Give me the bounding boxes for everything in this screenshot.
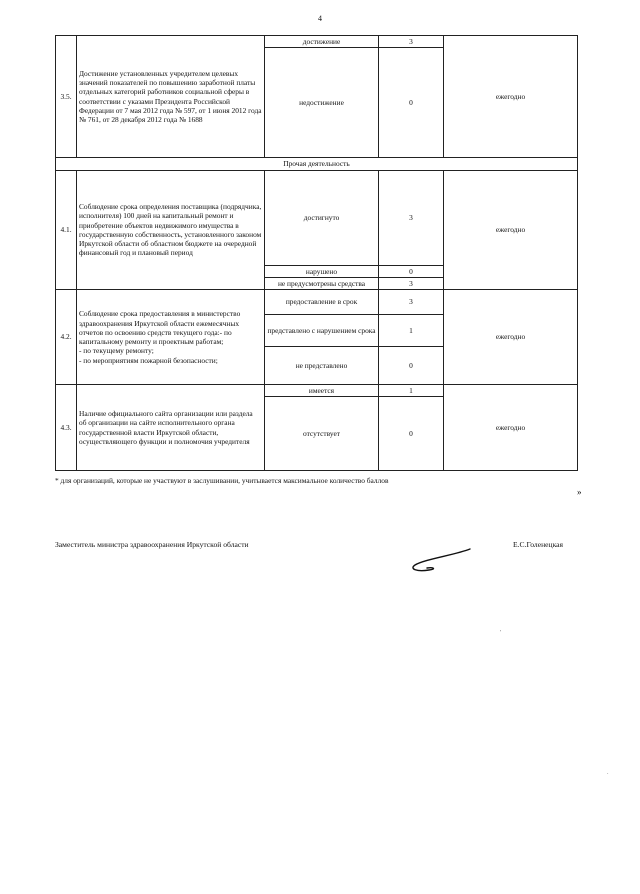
- criterion: не предусмотрены средства: [265, 277, 379, 289]
- criterion: достигнуто: [265, 170, 379, 265]
- periodicity: ежегодно: [444, 385, 578, 471]
- table-row: [56, 385, 578, 397]
- table-row: [56, 36, 578, 48]
- score: 1: [379, 315, 444, 347]
- table-row: [56, 170, 578, 265]
- score: 0: [379, 48, 444, 158]
- criterion: отсутствует: [265, 397, 379, 471]
- page-number: 4: [318, 14, 322, 23]
- scan-speck: ': [500, 630, 502, 636]
- row-number: 4.1.: [56, 170, 77, 290]
- score: 0: [379, 347, 444, 385]
- criterion: имеется: [265, 385, 379, 397]
- handwritten-signature: [405, 545, 485, 575]
- score: 0: [379, 265, 444, 277]
- periodicity: ежегодно: [444, 170, 578, 290]
- row-description: Наличие официального сайта организации или раздела об организации на сайте исполнительного органа государственной власти Иркутской области, осуществляющего функции и полномочия учредителя: [77, 385, 265, 471]
- row-description: Соблюдение срока определения поставщика (подрядчика, исполнителя) 100 дней на капитальный ремонт и приобретение объектов недвижимого имущества в государственную собственность, установленного законом Иркутской области об областном бюджете на очередной финансовый год и плановый период: [77, 170, 265, 290]
- criterion: нарушено: [265, 265, 379, 277]
- score: 3: [379, 170, 444, 265]
- score: 3: [379, 36, 444, 48]
- criterion: не представлено: [265, 347, 379, 385]
- section-title: Прочая деятельность: [56, 158, 578, 170]
- row-number: 3.5.: [56, 36, 77, 158]
- score: 3: [379, 290, 444, 315]
- table-row: [56, 290, 578, 315]
- footnote: * для организаций, которые не участвуют в заслушивании, учитывается максимальное количество баллов: [55, 476, 389, 485]
- score: 1: [379, 385, 444, 397]
- closing-quote: »: [577, 487, 582, 497]
- periodicity: ежегодно: [444, 36, 578, 158]
- score: 0: [379, 397, 444, 471]
- criterion: предоставление в срок: [265, 290, 379, 315]
- score: 3: [379, 277, 444, 289]
- scan-speck: .: [607, 770, 609, 776]
- criterion: недостижение: [265, 48, 379, 158]
- row-number: 4.3.: [56, 385, 77, 471]
- periodicity: ежегодно: [444, 290, 578, 385]
- row-description: Соблюдение срока предоставления в министерство здравоохранения Иркутской области ежемесячных отчетов по освоению средств текущего года:- по капитальному ремонту и проектным работам; - по текущему ремонту; - по мероприятиям пожарной безопасности;: [77, 290, 265, 385]
- signatory-name: Е.С.Голенецкая: [513, 540, 564, 549]
- criteria-table: [55, 35, 578, 471]
- section-row: [56, 158, 578, 170]
- row-description: Достижение установленных учредителем целевых значений показателей по повышению заработной платы отдельных категорий работников социальной сферы в соответствии с указами Президента Российской Федерации от 7 мая 2012 года № 597, от 1 июня 2012 года № 761, от 28 декабря 2012 года № 1688: [77, 36, 265, 158]
- row-number: 4.2.: [56, 290, 77, 385]
- criterion: представлено с нарушением срока: [265, 315, 379, 347]
- criterion: достижение: [265, 36, 379, 48]
- signatory-title: Заместитель министра здравоохранения Иркутской области: [55, 540, 249, 549]
